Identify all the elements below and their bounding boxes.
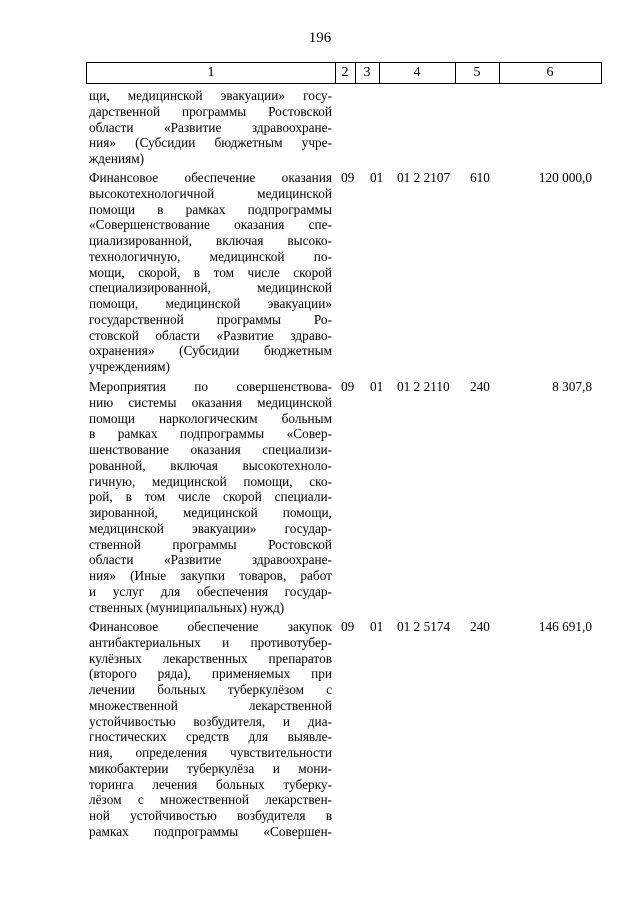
description-line: в рамках подпрограммы «Совер-: [89, 426, 332, 442]
header-col-2: 2: [341, 65, 349, 80]
table-row-description: [89, 619, 332, 840]
description-line: Финансовое обеспечение оказания: [89, 170, 332, 185]
cell-col-4: 01 2 2110: [397, 379, 450, 394]
description-line: охранения» (Субсидии бюджетным: [89, 343, 332, 359]
table-row-description: [89, 170, 332, 375]
description-line: ждениям): [89, 151, 145, 166]
description-line: медицинской эвакуации» государ-: [89, 520, 332, 536]
description-line: государственной программы Ро-: [89, 311, 332, 327]
description-line: шенствование оказания специализи-: [89, 442, 332, 457]
description-line: лечении больных туберкулёзом с: [89, 682, 332, 697]
description-line: гичную, медицинской помощи, ско-: [89, 473, 332, 489]
description-line: области «Развитие здравоохране-: [89, 119, 332, 135]
description-line: технологичную, медицинской по-: [89, 248, 332, 264]
description-line: области «Развитие здравоохране-: [89, 552, 332, 568]
cell-col-2: 09: [341, 619, 355, 634]
description-line: помощи, медицинской эвакуации»: [89, 296, 332, 311]
header-col-6: 6: [546, 65, 554, 80]
description-line: учреждениям): [89, 359, 170, 374]
description-line: рованной, включая высокотехноло-: [89, 457, 332, 473]
cell-col-4: 01 2 5174: [397, 619, 451, 634]
page-number: 196: [308, 30, 332, 46]
cell-col-3: 01: [370, 619, 384, 634]
description-line: ния» (Иные закупки товаров, работ: [89, 568, 332, 583]
cell-col-6: 8 307,8: [552, 379, 592, 394]
table-row-description: [89, 379, 332, 615]
description-line: рамках подпрограммы «Совершен-: [89, 823, 332, 839]
cell-col-5: 240: [470, 619, 490, 634]
description-line: и услуг для обеспечения государ-: [89, 583, 332, 599]
description-line: торинга лечения больных туберку-: [89, 776, 332, 792]
header-col-3: 3: [363, 65, 371, 80]
description-line: высокотехнологичной медицинской: [89, 185, 332, 201]
description-line: (второго ряда), применяемых при: [89, 666, 332, 682]
cell-col-3: 01: [370, 379, 384, 394]
cell-col-2: 09: [341, 379, 355, 394]
description-line: зированной, медицинской помощи,: [89, 505, 332, 520]
description-line: ния» (Субсидии бюджетным учре-: [89, 135, 332, 151]
description-line: мощи, скорой, в том числе скорой: [89, 264, 332, 280]
description-line: «Совершенствование оказания спе-: [89, 217, 332, 233]
description-line: специализированной, медицинской: [89, 280, 332, 296]
description-line: устойчивостью возбудителя, и диа-: [89, 713, 332, 729]
cell-col-6: 146 691,0: [538, 619, 592, 634]
cell-col-3: 01: [370, 170, 384, 185]
table-row-description: [89, 88, 332, 167]
description-line: дарственной программы Ростовской: [89, 103, 332, 119]
description-line: стовской области «Развитие здраво-: [89, 327, 332, 343]
description-line: ной устойчивостью возбудителя в: [89, 808, 332, 823]
description-line: множественной лекарственной: [89, 697, 332, 713]
description-line: помощи наркологическим больным: [89, 410, 332, 426]
description-line: микобактерии туберкулёза и мони-: [89, 760, 332, 776]
description-line: помощи в рамках подпрограммы: [89, 201, 332, 217]
description-line: гностических средств для выявле-: [89, 729, 332, 745]
description-line: Мероприятия по совершенствова-: [89, 379, 332, 394]
description-line: нию системы оказания медицинской: [89, 394, 332, 410]
description-line: лёзом с множественной лекарствен-: [89, 792, 332, 808]
description-line: ственных (муниципальных) нужд): [89, 599, 285, 615]
description-line: ния, определения чувствительности: [89, 745, 332, 760]
description-line: рой, в том числе скорой специали-: [89, 489, 332, 505]
header-col-4: 4: [413, 65, 421, 80]
cell-col-5: 610: [470, 170, 490, 185]
cell-col-4: 01 2 2107: [397, 170, 451, 185]
cell-col-5: 240: [470, 379, 490, 394]
description-line: щи, медицинской эвакуации» госу-: [89, 88, 332, 103]
description-line: антибактериальных и противотубер-: [89, 634, 332, 650]
description-line: циализированной, включая высоко-: [89, 233, 332, 248]
header-col-5: 5: [473, 65, 481, 80]
header-col-1: 1: [207, 65, 215, 80]
cell-col-2: 09: [341, 170, 355, 185]
description-line: Финансовое обеспечение закупок: [89, 619, 332, 634]
cell-col-6: 120 000,0: [538, 170, 592, 185]
description-line: ственной программы Ростовской: [89, 536, 332, 552]
table-header: [86, 62, 602, 84]
description-line: кулёзных лекарственных препаратов: [89, 650, 332, 666]
